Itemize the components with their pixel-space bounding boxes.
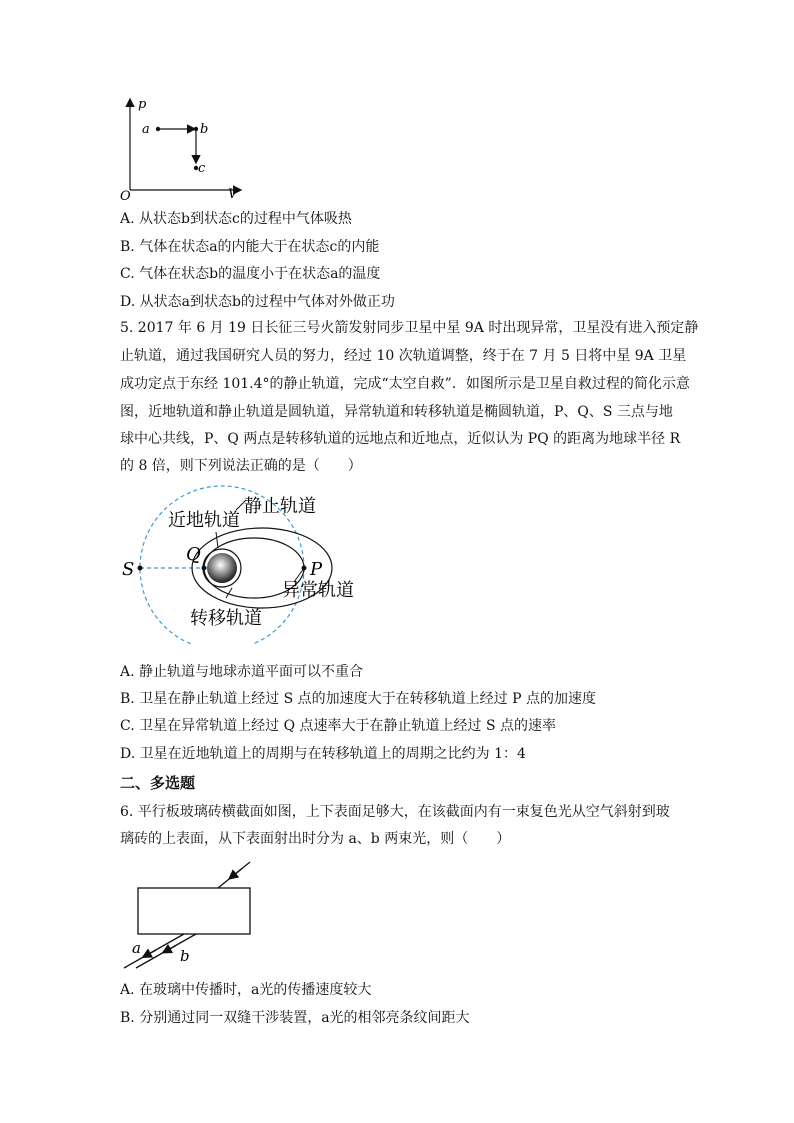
q6-line: 璃砖的上表面，从下表面射出时分为 a、b 两束光，则（ ） [120,831,511,847]
label-transfer-orbit: 转移轨道 [190,608,262,629]
orbit-diagram [118,484,378,644]
q4-option-d: D. 从状态a到状态b的过程中气体对外做正功 [120,294,395,310]
glass-slab [138,888,250,934]
leader-near [216,532,218,548]
q5-option-a: A. 静止轨道与地球赤道平面可以不重合 [120,664,364,680]
label-abnormal-orbit: 异常轨道 [282,580,354,601]
q4-option-b: B. 气体在状态a的内能大于在状态c的内能 [120,239,380,255]
ray-b-label: b [180,947,190,965]
q6-option-a: A. 在玻璃中传播时，a光的传播速度较大 [120,982,372,998]
point-b-dot [194,127,198,131]
ray-a-label: a [132,939,141,957]
earth [207,553,237,583]
label-q: Q [186,544,201,565]
q6-option-b: B. 分别通过同一双缝干涉装置，a光的相邻亮条纹间距大 [120,1010,470,1026]
point-b-label: b [200,122,209,137]
q5-line: 5. 2017 年 6 月 19 日长征三号火箭发射同步卫星中星 9A 时出现异常，卫星没有进入预定静 [120,320,699,336]
q5-line: 止轨道，通过我国研究人员的努力，经过 10 次轨道调整，终于在 7 月 5 日将中星 9A 卫星 [120,348,687,364]
q4-option-a: A. 从状态b到状态c的过程中气体吸热 [120,211,352,227]
ray-a-arrow [146,950,156,956]
q4-option-c: C. 气体在状态b的温度小于在状态a的温度 [120,266,381,282]
point-c-label: c [198,161,206,176]
q5-option-d: D. 卫星在近地轨道上的周期与在转移轨道上的周期之比约为 1：4 [120,746,526,762]
label-static-orbit: 静止轨道 [244,496,316,517]
point-q-dot [202,566,207,571]
point-a-label: a [142,122,150,137]
q6-line: 6. 平行板玻璃砖横截面如图，上下表面足够大，在该截面内有一束复色光从空气斜射到玻 [120,804,670,820]
q5-line: 球中心共线，P、Q 两点是转移轨道的远地点和近地点，近似认为 PQ 的距离为地球半径 R [120,431,681,447]
axis-v-label: V [228,187,238,202]
label-near-orbit: 近地轨道 [168,510,240,531]
q5-line: 的 8 倍，则下列说法正确的是（ ） [120,458,362,474]
section-heading: 二、多选题 [120,774,196,792]
point-a-dot [156,127,160,131]
q5-option-c: C. 卫星在异常轨道上经过 Q 点速率大于在静止轨道上经过 S 点的速率 [120,718,556,734]
ray-b-arrow [166,946,176,952]
q5-line: 成功定点于东经 101.4°的静止轨道，完成“太空自救”．如图所示是卫星自救过程的简化示意 [120,376,690,392]
label-s: S [122,559,135,580]
q5-option-b: B. 卫星在静止轨道上经过 S 点的加速度大于在转移轨道上经过 P 点的加速度 [120,691,596,707]
point-s-dot [138,566,143,571]
pv-diagram [118,94,258,204]
origin-label: O [120,189,131,204]
label-p: P [310,559,323,580]
glass-slab-diagram [118,858,278,974]
q5-line: 图，近地轨道和静止轨道是圆轨道，异常轨道和转移轨道是椭圆轨道，P、Q、S 三点与地 [120,404,673,420]
axis-p-label: p [138,97,147,112]
incident-arrow [232,869,242,877]
